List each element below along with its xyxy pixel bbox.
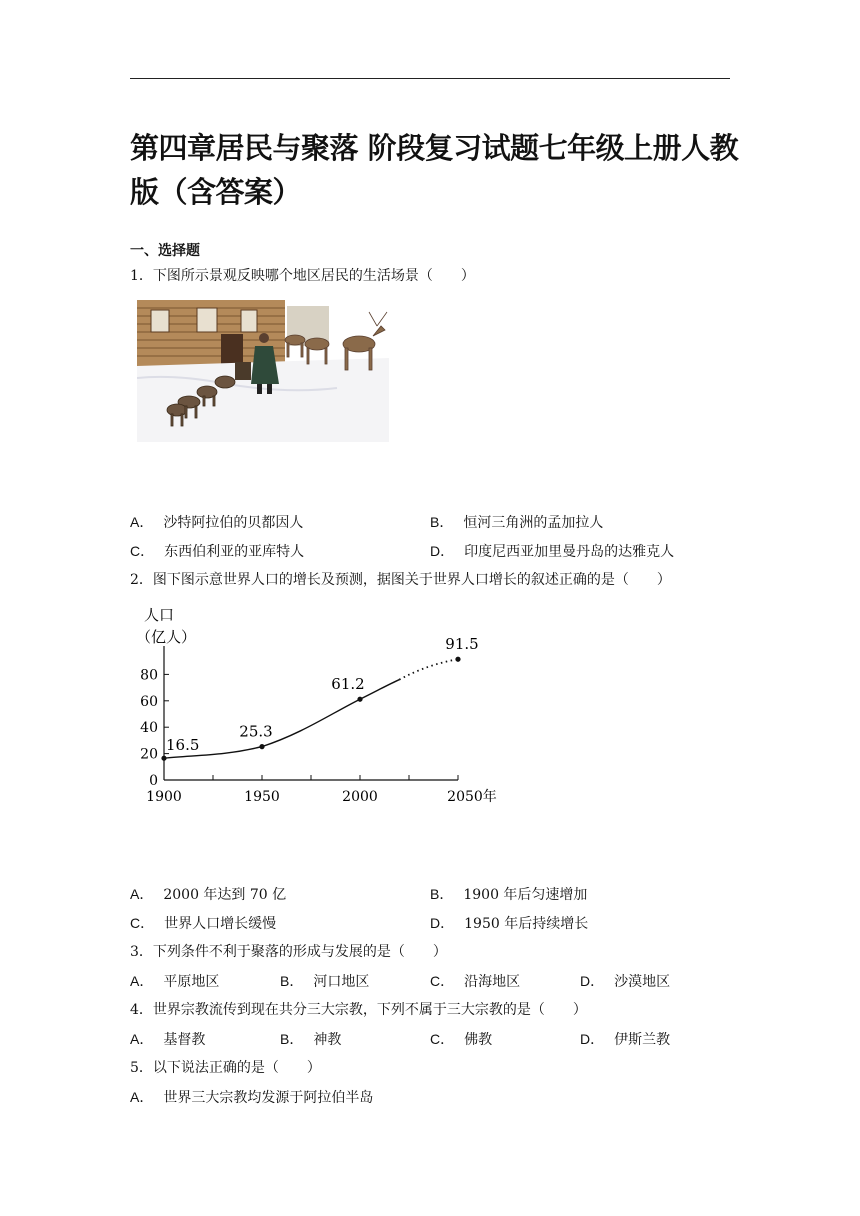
x-tick-label: 1950 <box>244 789 280 805</box>
option-text: 平原地区 <box>163 974 220 990</box>
y-axis-label-line1: 人口 <box>144 606 175 624</box>
option-text: 印度尼西亚加里曼丹岛的达雅克人 <box>464 544 675 560</box>
question-2-option-c <box>130 913 276 934</box>
option-text: 东西伯利亚的亚库特人 <box>164 544 305 560</box>
option-key: A． <box>130 1031 154 1047</box>
option-key: B． <box>430 514 454 530</box>
y-tick-label: 0 <box>149 773 158 789</box>
x-tick-label: 2050年 <box>447 789 497 805</box>
option-key: C． <box>130 915 155 931</box>
option-key: A． <box>130 886 154 902</box>
option-text: 基督教 <box>163 1032 206 1048</box>
question-3-option-a <box>130 971 219 992</box>
option-key: B． <box>430 886 454 902</box>
question-1-stem: 1．下图所示景观反映哪个地区居民的生活场景（ ） <box>130 268 475 284</box>
sled-dog-scene-image <box>137 296 389 442</box>
option-text: 沙漠地区 <box>614 974 671 990</box>
data-point <box>357 697 362 702</box>
question-2-option-b <box>430 884 587 905</box>
question-3-option-b <box>280 971 369 992</box>
option-key: C． <box>430 973 455 989</box>
option-text: 世界人口增长缓慢 <box>164 916 277 932</box>
question-1-option-a <box>130 512 303 533</box>
option-text: 2000 年达到 70 亿 <box>163 887 287 903</box>
option-key: A． <box>130 973 154 989</box>
option-text: 伊斯兰教 <box>614 1032 671 1048</box>
data-label: 91.5 <box>445 635 479 654</box>
document-title: 第四章居民与聚落 阶段复习试题七年级上册人教版（含答案） <box>130 131 739 209</box>
option-key: B． <box>280 1031 304 1047</box>
question-1-option-c <box>130 541 304 562</box>
question-3-option-d <box>580 971 670 992</box>
series-line-dotted <box>399 659 458 679</box>
option-key: A． <box>130 514 154 530</box>
option-key: D． <box>580 1031 605 1047</box>
option-text: 沿海地区 <box>464 974 521 990</box>
population-line-chart <box>136 598 506 808</box>
data-label: 61.2 <box>331 675 365 694</box>
chart-points <box>161 635 478 761</box>
option-key: C． <box>130 543 155 559</box>
option-text: 河口地区 <box>313 974 370 990</box>
question-2-stem: 2．图下图示意世界人口的增长及预测，据图关于世界人口增长的叙述正确的是（ ） <box>130 572 671 588</box>
section-heading: 一、选择题 <box>130 243 200 259</box>
x-tick-label: 2000 <box>342 789 378 805</box>
data-point <box>161 756 166 761</box>
y-tick-label: 40 <box>140 720 158 737</box>
header-rule <box>130 78 730 79</box>
data-point <box>259 744 264 749</box>
option-key: A． <box>130 1089 154 1105</box>
option-text: 1950 年后持续增长 <box>464 916 589 932</box>
option-text: 世界三大宗教均发源于阿拉伯半岛 <box>163 1090 374 1106</box>
question-4-option-a <box>130 1029 205 1050</box>
question-5-stem: 5．以下说法正确的是（ ） <box>130 1060 321 1076</box>
question-3-option-c <box>430 971 520 992</box>
data-label: 25.3 <box>239 722 273 741</box>
question-5-option-a <box>130 1087 373 1108</box>
y-tick-label: 80 <box>140 667 158 684</box>
data-label: 16.5 <box>166 736 200 755</box>
y-axis-label-line2: （亿人） <box>136 628 197 646</box>
question-4-stem: 4．世界宗教流传到现在共分三大宗教，下列不属于三大宗教的是（ ） <box>130 1002 587 1018</box>
y-tick-label: 20 <box>140 746 158 763</box>
option-text: 1900 年后匀速增加 <box>463 887 588 903</box>
chart-series <box>164 659 458 758</box>
chart-axes <box>140 646 497 805</box>
option-key: D． <box>430 915 455 931</box>
option-text: 沙特阿拉伯的贝都因人 <box>163 515 304 531</box>
question-4-option-c <box>430 1029 492 1050</box>
question-1-option-b <box>430 512 603 533</box>
question-3-stem: 3．下列条件不利于聚落的形成与发展的是（ ） <box>130 944 447 960</box>
question-4-option-b <box>280 1029 341 1050</box>
data-point <box>455 657 460 662</box>
option-key: D． <box>430 543 455 559</box>
y-tick-label: 60 <box>140 693 158 710</box>
x-tick-label: 1900 <box>146 789 182 805</box>
question-2-option-a <box>130 884 286 905</box>
option-key: D． <box>580 973 605 989</box>
question-1-option-d <box>430 541 674 562</box>
option-key: B． <box>280 973 304 989</box>
option-text: 佛教 <box>464 1032 493 1048</box>
option-key: C． <box>430 1031 455 1047</box>
option-text: 神教 <box>313 1032 342 1048</box>
option-text: 恒河三角洲的孟加拉人 <box>463 515 604 531</box>
question-2-option-d <box>430 913 588 934</box>
question-4-option-d <box>580 1029 670 1050</box>
